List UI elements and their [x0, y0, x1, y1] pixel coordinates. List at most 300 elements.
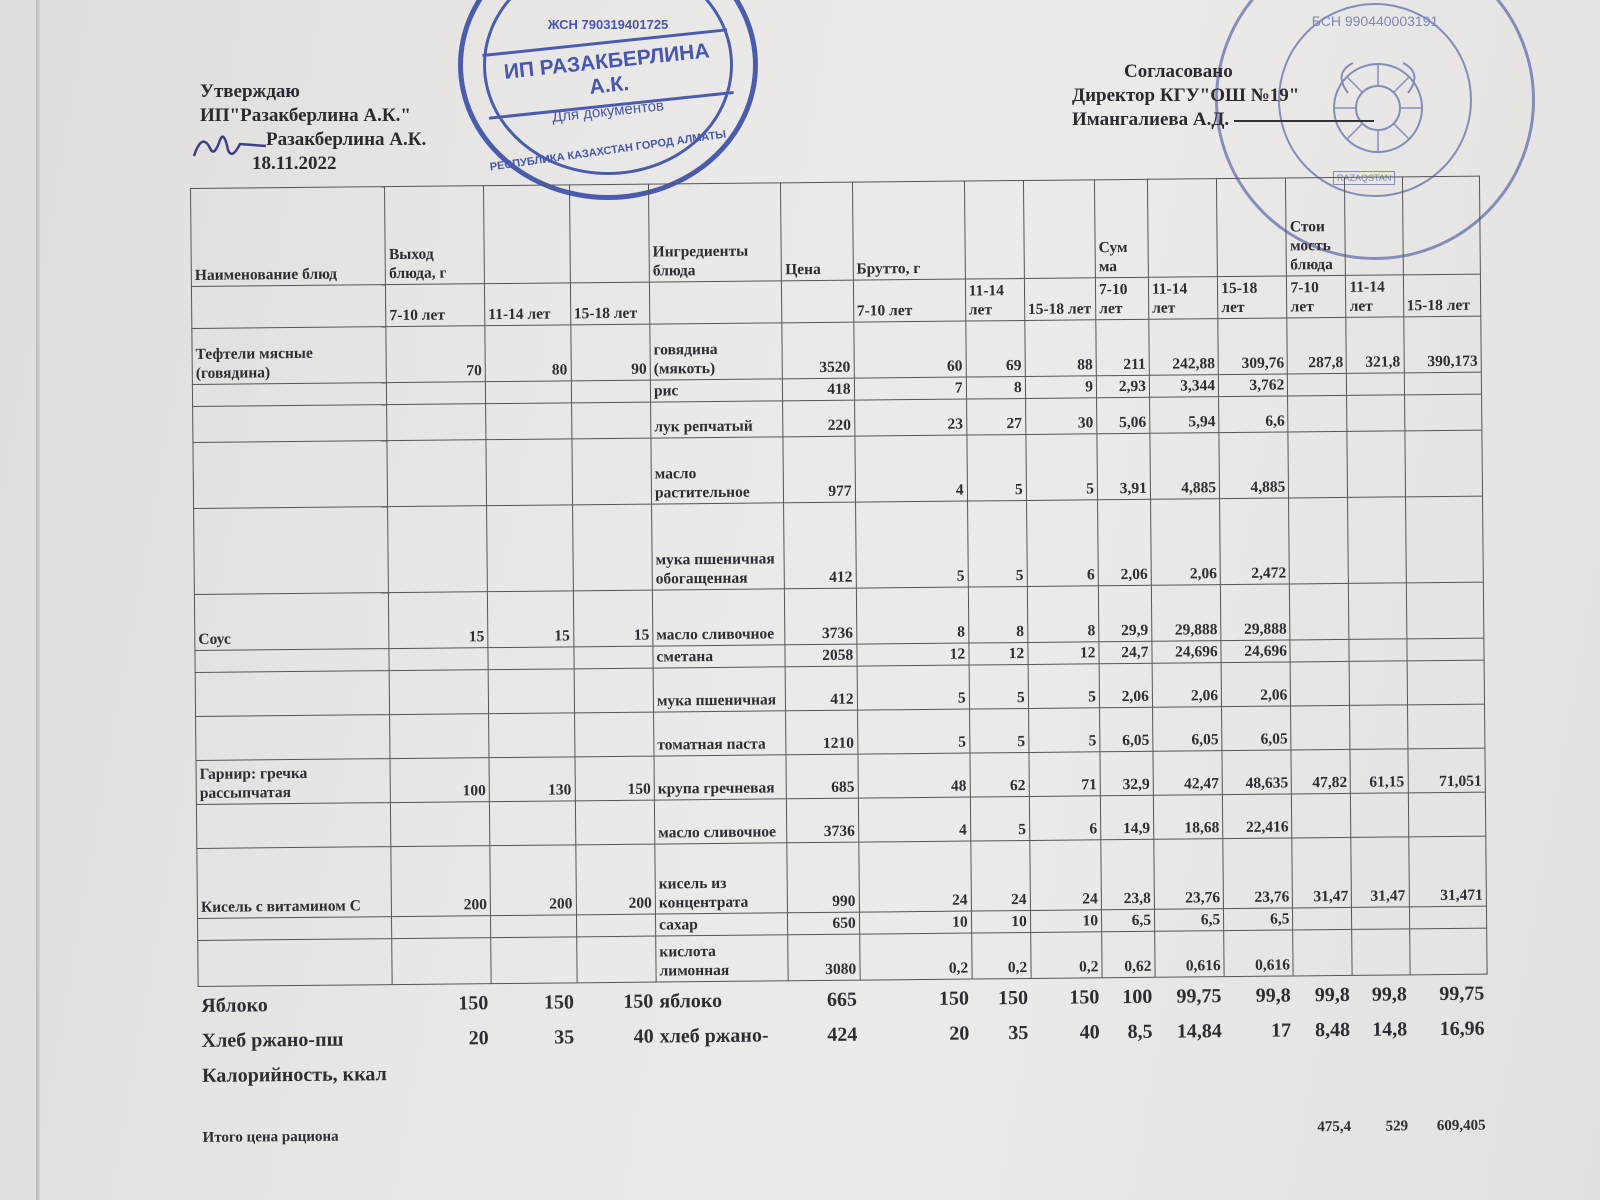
cell-c2 [1352, 929, 1409, 976]
cell-c1 [1292, 793, 1351, 838]
cell-c3 [1406, 582, 1484, 639]
cell-c2: 99,8 [1371, 983, 1407, 1006]
cell-ing: рис [650, 379, 783, 402]
stamp-ring-text: РЕСПУБЛИКА КАЗАХСТАН ГОРОД АЛМАТЫ [489, 128, 727, 174]
cell-price: 685 [786, 754, 858, 799]
cell-ing: томатная паста [654, 711, 787, 756]
cell-ing: мука пшеничная [653, 667, 786, 712]
header-sum: Сум ма [1094, 179, 1148, 278]
cell-y2: 130 [489, 757, 575, 802]
cell-b2: 150 [997, 986, 1029, 1010]
age-cost-2: 11-14 лет [1346, 275, 1403, 318]
cell-c1 [1293, 929, 1353, 976]
cell-dish: Яблоко [201, 994, 268, 1017]
cell-s3: 3,762 [1219, 374, 1288, 397]
cell-ing: мука пшеничная обогащенная [652, 503, 785, 590]
cell-c3 [1405, 496, 1483, 583]
cell-price: 412 [784, 502, 856, 589]
cell-dish [194, 507, 389, 595]
cell-b3: 9 [1025, 376, 1096, 399]
cell-s1: 2,06 [1099, 663, 1152, 708]
cell-b1: 4 [858, 797, 970, 842]
cell-s2: 23,76 [1154, 839, 1224, 910]
cell-dish: Хлеб ржано-пш [201, 1028, 344, 1052]
cell-dish [192, 383, 386, 407]
cell-y1 [389, 648, 488, 671]
header-ingredients: Ингредиенты блюда [648, 183, 781, 282]
cell-c1 [1291, 661, 1350, 706]
cell-c2 [1349, 639, 1406, 662]
agreed-block [1072, 60, 1374, 132]
cell-dish: Соус [194, 593, 389, 651]
cell-b1: 12 [857, 643, 969, 666]
cell-b3: 12 [1028, 642, 1099, 665]
header-name: Наименование блюд [191, 187, 386, 287]
cell-b2: 8 [968, 586, 1028, 643]
cell-b2: 5 [967, 500, 1027, 587]
cell-ing: говядина (мякоть) [650, 323, 783, 380]
cell-y1 [391, 802, 490, 847]
cell-s1: 29,9 [1098, 585, 1151, 642]
cell-y2: 35 [554, 1026, 575, 1049]
cell-dish: Тефтели мясные (говядина) [192, 327, 387, 385]
cell-s1: 211 [1096, 319, 1149, 376]
cell-y2 [486, 439, 572, 506]
cell-price: 3736 [785, 588, 857, 645]
cell-c1: 99,8 [1314, 983, 1350, 1007]
cell-s2: 18,68 [1153, 795, 1223, 840]
cell-b3: 5 [1028, 664, 1100, 709]
cell-c1: 8,48 [1315, 1018, 1351, 1042]
cell-s1: 23,8 [1101, 839, 1155, 910]
cell-s3: 6,05 [1222, 706, 1292, 751]
cell-y2: 15 [487, 591, 573, 648]
cell-y1 [392, 938, 491, 985]
age-cost-1: 7-10 лет [1287, 275, 1346, 318]
cell-b3: 5 [1026, 434, 1098, 501]
cell-c1: 287,8 [1287, 317, 1347, 374]
cell-b1: 24 [858, 841, 971, 912]
cell-y3 [574, 712, 654, 757]
cell-y1 [389, 670, 488, 715]
cell-y2: 200 [490, 845, 576, 916]
cell-b2: 35 [1008, 1021, 1029, 1045]
total-row [199, 1080, 1488, 1148]
cell-y2 [491, 915, 577, 938]
cell-s2: 6,05 [1152, 707, 1222, 752]
cell-y3 [573, 646, 653, 669]
cell-s1: 5,06 [1097, 397, 1150, 434]
age-yield-2: 11-14 лет [484, 283, 570, 326]
cell-y2 [492, 1053, 578, 1089]
cell-dish [196, 715, 391, 761]
cell-b1: 8 [856, 587, 969, 644]
cell-s3: 24,696 [1221, 640, 1290, 663]
cell-dish: Гарнир: гречка рассыпчатая [196, 759, 391, 805]
cell-c3: 71,051 [1407, 748, 1485, 793]
cell-s3: 23,76 [1223, 838, 1293, 909]
cell-y3 [572, 504, 652, 591]
cell-c3: 31,471 [1408, 836, 1486, 907]
cell-s2 [1156, 1047, 1226, 1083]
cell-b1: 0,2 [859, 933, 971, 980]
cell-s1: 3,91 [1097, 433, 1151, 500]
cell-c2 [1347, 373, 1404, 396]
total-c1: 475,4 [1317, 1118, 1352, 1136]
cell-b3: 24 [1030, 840, 1102, 911]
cell-c1: 31,47 [1292, 837, 1352, 908]
cell-b2: 27 [966, 398, 1025, 435]
cell-b2: 62 [970, 752, 1029, 797]
cell-price: 990 [787, 842, 859, 913]
signature-icon [190, 126, 270, 166]
header-price: Цена [781, 182, 853, 281]
cell-y3 [574, 668, 654, 713]
cell-price: 418 [783, 378, 854, 401]
cell-y1 [387, 382, 486, 405]
cell-b1: 5 [857, 709, 969, 754]
cell-c1 [1289, 497, 1349, 584]
cell-b1: 60 [853, 321, 966, 378]
cell-y3: 150 [623, 990, 654, 1013]
cell-s1: 24,7 [1099, 641, 1152, 664]
cell-s3: 309,76 [1218, 318, 1288, 375]
cell-c2 [1349, 583, 1407, 640]
cell-c2 [1353, 1045, 1410, 1081]
cell-b1: 5 [855, 501, 968, 588]
header-brutto: Брутто, г [852, 181, 965, 280]
cell-y1: 15 [389, 592, 488, 649]
cell-b1: 48 [858, 753, 970, 798]
cell-ing: кислота лимонная [656, 935, 789, 982]
cell-s2: 29,888 [1151, 585, 1221, 642]
cell-price: 3520 [782, 322, 854, 379]
cell-c2 [1348, 497, 1406, 584]
cell-b3: 0,2 [1030, 932, 1102, 979]
cell-dish [198, 939, 393, 987]
cell-s3: 29,888 [1221, 584, 1291, 641]
menu-table [190, 176, 1489, 1148]
cell-s3: 6,5 [1224, 908, 1293, 931]
cell-ing [657, 1051, 790, 1087]
cell-b3: 8 [1027, 586, 1099, 643]
cell-s1: 2,06 [1098, 499, 1152, 586]
cell-b2: 69 [965, 320, 1025, 377]
age-sum-2: 11-14 лет [1148, 277, 1218, 320]
cell-price: 220 [783, 400, 855, 437]
cell-y2 [486, 403, 572, 440]
cell-y3 [571, 380, 651, 403]
cell-c2 [1351, 793, 1408, 838]
header-cost: Стои мость блюда [1286, 177, 1346, 276]
cell-c3 [1404, 372, 1482, 395]
cell-y1: 200 [391, 846, 490, 917]
stamp-purpose: Для документов [551, 97, 665, 126]
cell-y3 [571, 438, 651, 505]
cell-s1: 32,9 [1100, 751, 1153, 796]
cell-c1 [1293, 907, 1352, 930]
cell-y2 [491, 937, 577, 984]
approve-org: ИП"Разакберлина А.К." [200, 105, 411, 126]
cell-c3 [1408, 792, 1486, 837]
cell-y2 [489, 713, 575, 758]
cell-s3: 4,885 [1219, 432, 1289, 499]
cell-ing: сахар [655, 913, 788, 936]
age-sum-3: 15-18 лет [1218, 276, 1288, 319]
cell-y3: 40 [633, 1025, 654, 1048]
cell-b2: 24 [970, 840, 1030, 911]
total-c3: 609,405 [1436, 1117, 1486, 1135]
cell-ing: кисель из концентрата [655, 843, 788, 914]
cell-s2: 42,47 [1153, 751, 1223, 796]
cell-y2 [487, 505, 573, 592]
cell-dish [196, 803, 391, 849]
cell-price: 424 [827, 1023, 858, 1046]
cell-b3: 40 [1079, 1021, 1100, 1044]
cell-price: 3080 [788, 934, 860, 981]
cell-c3 [1410, 1045, 1488, 1081]
cell-b3: 10 [1030, 910, 1101, 933]
cell-b2: 12 [969, 642, 1028, 665]
cell-c3 [1409, 906, 1487, 929]
cell-c2: 61,15 [1350, 749, 1407, 794]
cell-price: 650 [788, 912, 859, 935]
cell-price: 3736 [787, 798, 859, 843]
stamp-country: RAZAQSTAN [1333, 171, 1395, 185]
age-yield-3: 15-18 лет [570, 282, 650, 325]
cell-c3 [1407, 704, 1485, 749]
cell-ing: крупа гречневая [654, 755, 787, 800]
age-brutto-3: 15-18 лет [1024, 278, 1096, 321]
cell-c1 [1288, 395, 1347, 432]
cell-b2: 5 [970, 796, 1029, 841]
cell-s3 [1225, 1046, 1295, 1082]
cell-s1: 0,62 [1102, 931, 1155, 978]
cell-b1: 7 [854, 377, 966, 400]
cell-s2: 3,344 [1149, 375, 1218, 398]
cell-y3 [577, 1053, 657, 1089]
cell-s3: 17 [1270, 1019, 1292, 1042]
total-label: Итого цена рациона [202, 1128, 339, 1146]
cell-b1 [860, 1050, 972, 1086]
cell-b2: 8 [966, 376, 1025, 399]
cell-c1 [1288, 373, 1347, 396]
cell-c1 [1294, 1046, 1353, 1082]
cell-s1: 100 [1122, 985, 1153, 1009]
approve-date: 18.11.2022 [252, 153, 337, 174]
agreed-signer-line [1072, 108, 1374, 132]
agreed-title: Согласовано [1124, 61, 1233, 82]
cell-s2: 99,75 [1176, 985, 1222, 1008]
cell-b1: 23 [854, 399, 966, 436]
cell-s2: 24,696 [1152, 641, 1221, 664]
cell-y2 [488, 669, 574, 714]
cell-dish [195, 671, 390, 717]
cell-dish [195, 649, 389, 673]
agreed-signer: Имангалиева А.Д. [1072, 109, 1230, 130]
cell-s3: 6,6 [1219, 396, 1289, 433]
cell-b1: 10 [859, 911, 971, 934]
cell-ing: хлеб ржано- [659, 1024, 769, 1048]
cell-c2 [1350, 661, 1407, 706]
cell-s1: 2,93 [1096, 375, 1149, 398]
cell-b3: 150 [1069, 986, 1100, 1009]
cell-y3 [571, 402, 651, 439]
cell-b1: 5 [857, 665, 969, 710]
age-sum-1: 7-10 лет [1095, 277, 1148, 320]
cell-dish [193, 441, 388, 509]
header-row [191, 176, 1481, 286]
cell-b3: 6 [1026, 500, 1098, 587]
cell-price: 977 [783, 436, 855, 503]
cell-c3: 99,75 [1439, 982, 1485, 1006]
cell-b2 [972, 1049, 1031, 1085]
cell-y1 [387, 404, 486, 441]
cell-s3: 2,472 [1220, 498, 1290, 585]
approve-signer: Разакберлина А.К. [266, 129, 427, 150]
cell-y1 [393, 1054, 492, 1090]
cell-y2: 150 [543, 991, 575, 1014]
cell-b2: 5 [967, 434, 1027, 501]
cell-dish: Кисель с витамином С [197, 847, 392, 919]
cell-y3: 200 [575, 844, 655, 915]
cell-s3: 99,8 [1255, 984, 1291, 1007]
cell-c3 [1409, 928, 1487, 975]
cell-y1: 70 [386, 326, 485, 383]
cell-y3 [576, 936, 656, 983]
cell-c1 [1290, 639, 1349, 662]
table-row [197, 836, 1487, 918]
cell-b1: 4 [855, 435, 968, 502]
cell-s3: 2,06 [1221, 662, 1291, 707]
table-row [194, 496, 1484, 594]
cell-y1: 20 [468, 1027, 489, 1050]
table-row [193, 430, 1483, 508]
cell-c3: 16,96 [1439, 1017, 1485, 1041]
cell-y3: 90 [570, 324, 650, 381]
cell-s3: 22,416 [1223, 794, 1293, 839]
cell-y2 [485, 381, 571, 404]
cell-b3: 5 [1028, 708, 1100, 753]
cell-y1 [388, 506, 488, 593]
cell-c2 [1352, 907, 1409, 930]
cell-price: 412 [785, 666, 857, 711]
cell-ing: масло растительное [651, 437, 784, 504]
cell-b1: 150 [938, 987, 970, 1010]
cell-c1 [1291, 705, 1350, 750]
cell-ing: масло сливочное [652, 589, 785, 646]
cell-b3: 30 [1025, 398, 1097, 435]
stamp-iin: ЖСН 790319401725 [547, 17, 669, 32]
cell-c2 [1350, 705, 1407, 750]
stamp-bin: БСН 990440003191 [1311, 13, 1439, 29]
cell-b3: 71 [1029, 752, 1101, 797]
cell-c2: 14,8 [1372, 1018, 1408, 1041]
cell-price: 1210 [786, 710, 858, 755]
header-yield: Выход блюда, г [385, 186, 485, 285]
cell-s3: 0,616 [1224, 930, 1294, 977]
cell-c1 [1290, 583, 1350, 640]
cell-price [789, 1051, 861, 1087]
approve-title: Утверждаю [200, 81, 300, 102]
cell-s2: 2,06 [1150, 499, 1220, 586]
cell-c3: 390,173 [1403, 316, 1481, 373]
age-brutto-1: 7-10 лет [853, 279, 965, 322]
cell-s1: 6,5 [1101, 909, 1154, 932]
age-yield-1: 7-10 лет [386, 284, 485, 327]
cell-y2 [488, 647, 574, 670]
cell-s2: 0,616 [1155, 931, 1225, 978]
cell-y1: 150 [458, 992, 489, 1015]
cell-b1: 20 [949, 1022, 970, 1045]
cell-y1 [392, 916, 491, 939]
cell-s2: 14,84 [1176, 1020, 1222, 1043]
cell-c2: 321,8 [1346, 317, 1404, 374]
cell-ing: масло сливочное [654, 799, 787, 844]
cell-b2: 10 [971, 910, 1030, 933]
cell-c3 [1407, 660, 1485, 705]
cell-s2: 6,5 [1154, 909, 1223, 932]
cell-b3: 88 [1025, 320, 1097, 377]
cell-c1: 47,82 [1291, 749, 1350, 794]
cell-c2: 31,47 [1351, 837, 1409, 908]
cell-s3: 48,635 [1222, 750, 1292, 795]
cell-y3: 15 [573, 590, 653, 647]
cell-c2 [1347, 431, 1405, 498]
cell-s1: 8,5 [1127, 1020, 1153, 1044]
cell-y1: 100 [390, 758, 489, 803]
cell-dish: Калорийность, ккал [201, 1063, 387, 1087]
cell-y1 [387, 440, 486, 507]
total-c2: 529 [1385, 1118, 1409, 1135]
cell-y3 [575, 800, 655, 845]
age-cost-3: 15-18 лет [1403, 274, 1481, 317]
cell-y2: 80 [485, 325, 571, 382]
cell-price: 2058 [785, 644, 856, 667]
cell-c2 [1347, 395, 1404, 432]
cell-price: 665 [826, 988, 858, 1011]
cell-ing: лук репчатый [651, 401, 784, 438]
cell-s1: 6,05 [1100, 707, 1153, 752]
cell-b2: 5 [969, 664, 1028, 709]
menu-table-body [191, 176, 1489, 1148]
cell-y3 [576, 914, 656, 937]
cell-b2: 0,2 [971, 932, 1031, 979]
cell-s2: 242,88 [1149, 319, 1219, 376]
cell-ing: сметана [653, 645, 786, 668]
page-fold [36, 0, 40, 1200]
age-brutto-2: 11-14 лет [965, 278, 1024, 321]
cell-s2: 5,94 [1150, 397, 1220, 434]
cell-s2: 4,885 [1150, 433, 1220, 500]
cell-b3: 6 [1029, 796, 1101, 841]
cell-c3 [1404, 394, 1482, 431]
cell-c3 [1404, 430, 1482, 497]
cell-s1 [1103, 1048, 1156, 1084]
cell-dish [198, 917, 392, 941]
cell-s2: 2,06 [1152, 663, 1222, 708]
cell-y3: 150 [575, 756, 655, 801]
cell-dish [193, 405, 388, 443]
cell-y1 [390, 714, 489, 759]
cell-y2 [489, 801, 575, 846]
agreed-position: Директор КГУ"ОШ №19" [1072, 85, 1300, 106]
cell-b3 [1032, 1048, 1104, 1084]
cell-s1: 14,9 [1100, 795, 1153, 840]
stamp-ip [458, 0, 758, 200]
cell-b2: 5 [969, 708, 1028, 753]
cell-c1 [1288, 431, 1348, 498]
